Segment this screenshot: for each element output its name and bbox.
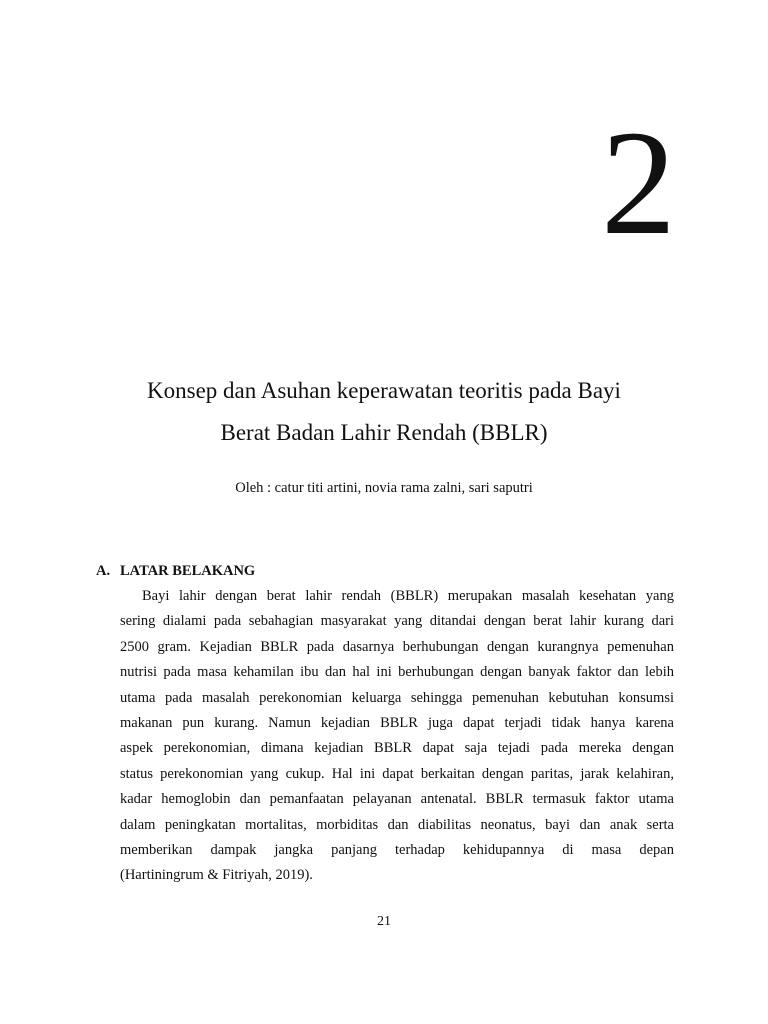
body-line: memberikan dampak jangka panjang terhadap kehidupannya di masa depan	[120, 841, 674, 858]
body-line: sering dialami pada sebahagian masyarakat yang ditandai dengan berat lahir kurang dari	[120, 613, 674, 630]
section-body	[120, 584, 674, 889]
body-line: utama pada masalah perekonomian keluarga sehingga pemenuhan kebutuhan konsumsi	[120, 689, 674, 706]
body-line: dalam peningkatan mortalitas, morbiditas dan diabilitas neonatus, bayi dan anak serta	[120, 816, 674, 833]
body-line: aspek perekonomian, dimana kejadian BBLR dapat saja tejadi pada mereka dengan	[120, 740, 674, 757]
chapter-title-line-1: Konsep dan Asuhan keperawatan teoritis pada Bayi	[147, 378, 621, 403]
body-line: 2500 gram. Kejadian BBLR pada dasarnya berhubungan dengan kurangnya pemenuhan	[120, 638, 674, 655]
body-line: (Hartiningrum & Fitriyah, 2019).	[120, 867, 313, 884]
page-number: 21	[377, 914, 391, 929]
body-line: status perekonomian yang cukup. Hal ini dapat berkaitan dengan paritas, jarak kelahiran,	[120, 765, 674, 782]
chapter-title	[0, 370, 768, 454]
section-heading	[96, 560, 255, 582]
body-line: nutrisi pada masa kehamilan ibu dan hal ini berhubungan dengan banyak faktor dan lebih	[120, 664, 674, 681]
chapter-number: 2	[601, 100, 676, 266]
authors-line: Oleh : catur titi artini, novia rama zalni, sari saputri	[235, 480, 533, 496]
section-marker: A.	[96, 563, 111, 579]
section-heading-text: LATAR BELAKANG	[120, 563, 256, 579]
body-line: Bayi lahir dengan berat lahir rendah (BBLR) merupakan masalah kesehatan yang	[142, 588, 674, 604]
body-line: makanan pun kurang. Namun kejadian BBLR juga dapat terjadi tidak hanya karena	[120, 714, 674, 731]
body-line: kadar hemoglobin dan pemanfaatan pelayanan antenatal. BBLR termasuk faktor utama	[120, 791, 674, 808]
chapter-title-line-2: Berat Badan Lahir Rendah (BBLR)	[220, 420, 548, 445]
